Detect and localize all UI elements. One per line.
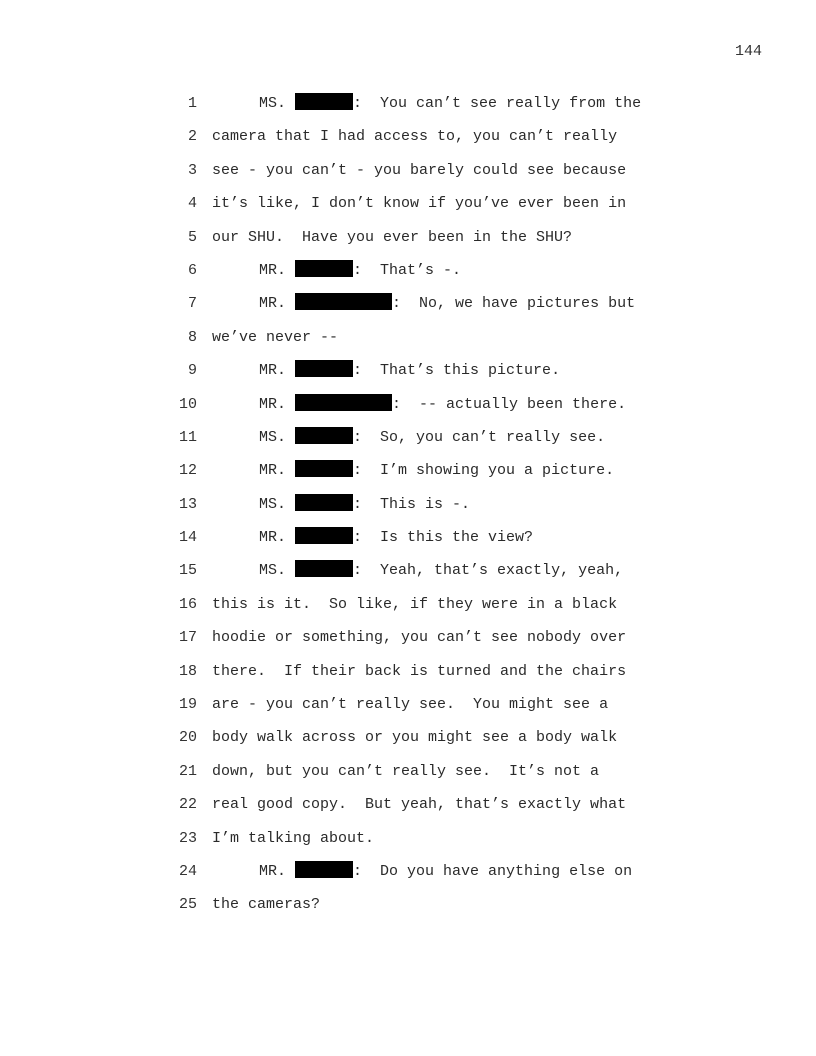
line-number: 15 [178,562,197,580]
speech-text: down, but you can’t really see. It’s not a [212,762,600,780]
speech-text: : So, you can’t really see. [353,428,606,446]
speech-text: there. If their back is turned and the chairs [212,662,627,680]
speech-text: : Is this the view? [353,529,534,547]
line-number: 8 [187,328,197,346]
line-text [259,527,533,549]
line-number: 9 [187,362,197,380]
transcript-line [160,293,780,326]
speaker-title: MR. [259,261,287,279]
transcript-line [160,527,780,560]
speech-text: we’ve never -- [212,328,339,346]
line-number: 1 [187,95,197,112]
speech-text: : -- actually been there. [392,395,627,413]
line-text [212,727,617,749]
line-number: 5 [187,228,197,246]
speech-text: this is it. So like, if they were in a black [212,595,618,613]
line-number: 23 [178,829,197,847]
redaction-bar [295,93,353,110]
line-number: 3 [187,161,197,179]
line-text [259,861,632,883]
line-number: 2 [187,128,197,146]
transcript-line [160,661,780,694]
redaction-bar [295,494,353,511]
transcript-line [160,560,780,593]
redaction-bar [295,861,353,878]
transcript-line [160,694,780,727]
speech-text: body walk across or you might see a body walk [212,729,618,747]
speech-text: see - you can’t - you barely could see because [212,161,627,179]
transcript-line [160,193,780,226]
line-text [259,427,605,449]
line-number: 10 [178,395,197,413]
redaction-bar [295,460,353,477]
transcript-line [160,394,780,427]
speaker-title: MS. [259,562,287,580]
line-number: 4 [187,195,197,213]
speech-text: hoodie or something, you can’t see nobody over [212,629,627,647]
speech-text: : I’m showing you a picture. [353,462,615,480]
transcript-line [160,427,780,460]
speaker-title: MR. [259,362,287,380]
redaction-bar [295,260,353,277]
transcript-body [160,93,780,928]
transcript-line [160,260,780,293]
line-text [212,627,626,649]
line-number: 7 [187,295,197,313]
redaction-bar [295,360,353,377]
line-number: 22 [178,796,197,814]
line-number: 13 [178,495,197,513]
line-text [259,460,614,482]
redaction-bar [295,394,392,411]
line-text [212,327,338,349]
speaker-title: MR. [259,395,287,413]
transcript-line [160,93,780,126]
line-number: 12 [178,462,197,480]
transcript-line [160,460,780,493]
line-text [212,227,572,249]
speech-text: real good copy. But yeah, that’s exactly what [212,796,627,814]
transcript-line [160,227,780,260]
page-number: 144 [734,43,762,60]
transcript-line [160,894,780,927]
transcript-line [160,794,780,827]
transcript-line [160,828,780,861]
line-text [259,394,626,416]
speech-text: : That’s -. [353,261,462,279]
transcript-line [160,727,780,760]
transcript-line [160,360,780,393]
line-text [212,160,626,182]
line-text [212,126,617,148]
transcript-line [160,627,780,660]
line-number: 11 [178,428,197,446]
speech-text: : No, we have pictures but [392,295,636,313]
transcript-line [160,494,780,527]
transcript-line [160,327,780,360]
line-number: 6 [187,261,197,279]
transcript-line [160,761,780,794]
speech-text: : This is -. [353,495,471,513]
speaker-title: MR. [259,529,287,547]
line-text [259,560,623,582]
line-number: 19 [178,696,197,714]
line-text [259,93,641,115]
speech-text: I’m talking about. [212,829,375,847]
line-number: 16 [178,595,197,613]
speech-text: : You can’t see really from the [353,95,642,112]
line-text [212,794,626,816]
speech-text: are - you can’t really see. You might see a [212,696,609,714]
line-text [212,761,599,783]
line-text [212,193,626,215]
line-text [212,894,320,916]
line-text [259,360,560,382]
line-text [212,661,626,683]
redaction-bar [295,527,353,544]
line-text [259,494,470,516]
transcript-line [160,594,780,627]
line-text [259,260,461,282]
speaker-title: MR. [259,862,287,880]
speech-text: : Yeah, that’s exactly, yeah, [353,562,624,580]
line-text [212,694,608,716]
transcript-line [160,160,780,193]
speaker-title: MS. [259,495,287,513]
line-number: 24 [178,862,197,880]
speaker-title: MR. [259,462,287,480]
transcript-line [160,861,780,894]
speech-text: : Do you have anything else on [353,862,633,880]
line-number: 21 [178,762,197,780]
speech-text: camera that I had access to, you can’t really [212,128,618,146]
speech-text: it’s like, I don’t know if you’ve ever been in [212,195,627,213]
line-number: 18 [178,662,197,680]
speech-text: the cameras? [212,896,321,914]
redaction-bar [295,293,392,310]
redaction-bar [295,560,353,577]
transcript-line [160,126,780,159]
line-number: 25 [178,896,197,914]
line-number: 14 [178,529,197,547]
line-text [212,594,617,616]
redaction-bar [295,427,353,444]
line-number: 20 [178,729,197,747]
line-number: 17 [178,629,197,647]
speaker-title: MS. [259,428,287,446]
speaker-title: MS. [259,95,287,112]
speaker-title: MR. [259,295,287,313]
line-text [259,293,635,315]
speech-text: our SHU. Have you ever been in the SHU? [212,228,573,246]
speech-text: : That’s this picture. [353,362,561,380]
line-text [212,828,374,850]
